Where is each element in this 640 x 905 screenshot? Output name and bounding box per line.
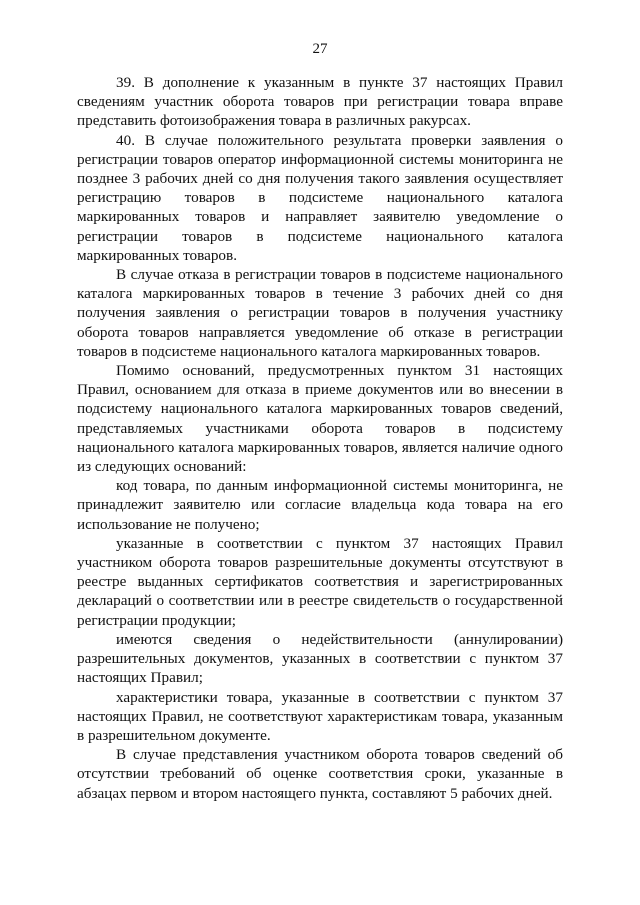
ground-item-documents-missing: указанные в соответствии с пунктом 37 настоящих Правил участником оборота товаров разрешительные документы отсутствуют в реестре выданных сертификатов соответствия и зарегистрированных деклараций о соответствии или в реестре свидетельств о государственной регистрации продукции; — [77, 534, 563, 629]
ground-item-characteristics-mismatch: характеристики товара, указанные в соответствии с пунктом 37 настоящих Правил, не соответствуют характеристикам товара, указанным в разрешительном документе. — [77, 688, 563, 744]
paragraph-39: 39. В дополнение к указанным в пункте 37 настоящих Правил сведениям участник оборота товаров при регистрации товара вправе представить фотоизображения товара в различных ракурсах. — [77, 74, 563, 130]
ground-item-code-ownership: код товара, по данным информационной системы мониторинга, не принадлежит заявителю или согласие владельца кода товара на его использование не получено; — [77, 477, 563, 533]
paragraph-deadline-extension: В случае представления участником оборота товаров сведений об отсутствии требований об оценке соответствия сроки, указанные в абзацах первом и втором настоящего пункта, составляют 5 рабочих дней. — [77, 746, 563, 802]
ground-item-documents-invalid: имеются сведения о недействительности (аннулировании) разрешительных документов, указанных в соответствии с пунктом 37 настоящих Правил; — [77, 630, 563, 687]
document-body — [77, 73, 563, 803]
page-number: 27 — [312, 41, 328, 57]
paragraph-40: 40. В случае положительного результата проверки заявления о регистрации товаров оператор информационной системы мониторинга не позднее 3 рабочих дней со дня получения такого заявления осуществляет регистрацию товаров в подсистеме национального каталога маркированных товаров и направляет заявителю уведомление о регистрации товаров в подсистеме национального каталога маркированных товаров. — [77, 131, 563, 264]
paragraph-refusal-notice: В случае отказа в регистрации товаров в подсистеме национального каталога маркированных товаров в течение 3 рабочих дней со дня получения заявления о регистрации товаров в получения участнику оборота товаров направляется уведомление об отказе в регистрации товаров в подсистеме национального каталога маркированных товаров. — [77, 266, 563, 360]
paragraph-refusal-grounds: Помимо оснований, предусмотренных пунктом 31 настоящих Правил, основанием для отказа в приеме документов или во внесении в подсистему национального каталога маркированных товаров сведений, представляемых участниками оборота товаров в подсистему национального каталога маркированных товаров, является наличие одного из следующих оснований: — [77, 362, 563, 476]
